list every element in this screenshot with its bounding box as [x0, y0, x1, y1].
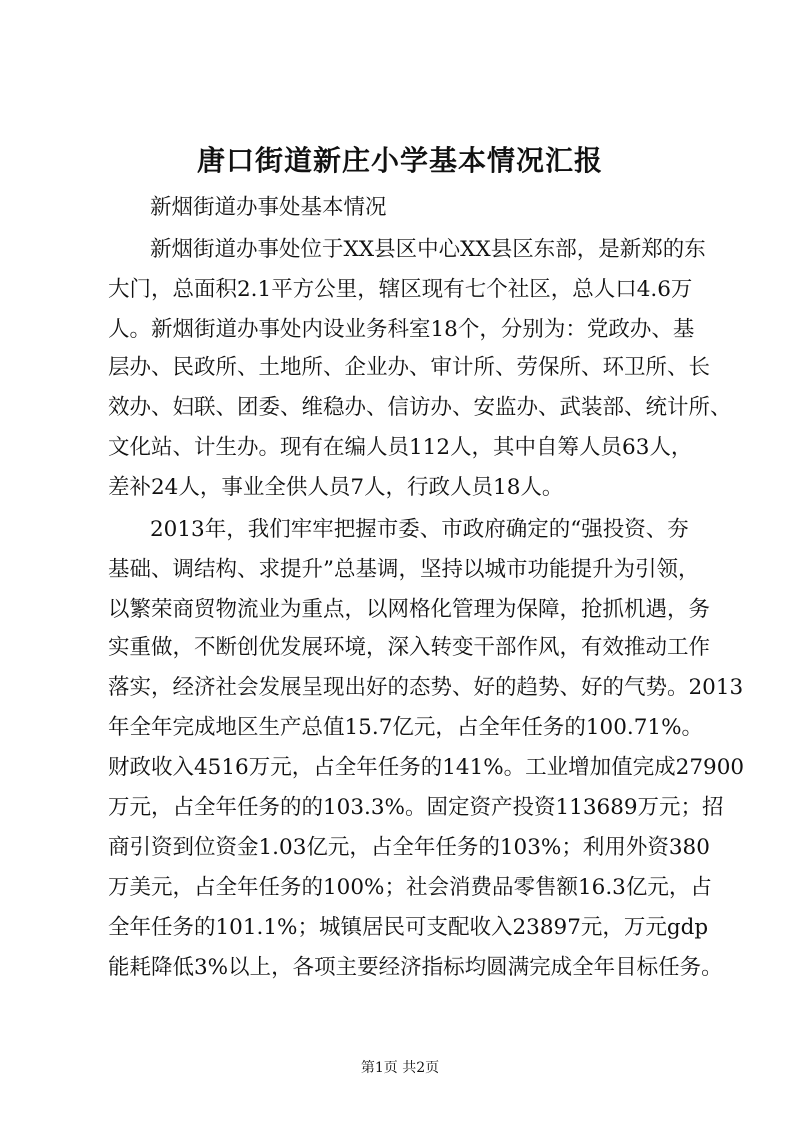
paragraph-line: 落实，经济社会发展呈现出好的态势、好的趋势、好的气势。2013 — [108, 675, 744, 700]
paragraph-line: 文化站、计生办。现有在编人员112人，其中自筹人员63人， — [108, 435, 693, 460]
document-title: 唐口街道新庄小学基本情况汇报 — [196, 144, 603, 177]
paragraph-line: 基础、调结构、求提升”总基调，坚持以城市功能提升为引领， — [108, 557, 700, 582]
paragraph-line: 年全年完成地区生产总值15.7亿元，占全年任务的100.71%。 — [108, 715, 704, 740]
paragraph-line: 人。新烟街道办事处内设业务科室18个，分别为：党政办、基 — [108, 317, 695, 342]
paragraph-line: 商引资到位资金1.03亿元，占全年任务的103%；利用外资380 — [108, 835, 710, 860]
paragraph-line: 大门，总面积2.1平方公里，辖区现有七个社区，总人口4.6万 — [108, 277, 693, 302]
paragraph-line: 全年任务的101.1%；城镇居民可支配收入23897元，万元gdp — [108, 915, 709, 940]
page-footer: 第1页 共2页 — [360, 1060, 440, 1076]
section-heading: 新烟街道办事处基本情况 — [150, 195, 387, 220]
paragraph-line: 财政收入4516万元，占全年任务的141%。工业增加值完成27900 — [108, 755, 745, 780]
paragraph-line: 2013年，我们牢牢把握市委、市政府确定的“强投资、夯 — [150, 517, 689, 542]
paragraph-line: 实重做，不断创优发展环境，深入转变干部作风，有效推动工作 — [108, 635, 711, 660]
paragraph-line: 万元，占全年任务的的103.3%。固定资产投资113689万元；招 — [108, 795, 724, 820]
paragraph-line: 能耗降低3%以上，各项主要经济指标均圆满完成全年目标任务。 — [108, 955, 723, 980]
paragraph-line: 新烟街道办事处位于XX县区中心XX县区东部，是新郑的东 — [150, 237, 706, 262]
paragraph-line: 差补24人，事业全供人员7人，行政人员18人。 — [108, 475, 564, 500]
paragraph-line: 层办、民政所、土地所、企业办、审计所、劳保所、环卫所、长 — [108, 355, 711, 380]
paragraph-line: 效办、妇联、团委、维稳办、信访办、安监办、武装部、统计所、 — [108, 395, 732, 420]
paragraph-line: 以繁荣商贸物流业为重点，以网格化管理为保障，抢抓机遇，务 — [108, 597, 711, 622]
paragraph-line: 万美元，占全年任务的100%；社会消费品零售额16.3亿元，占 — [108, 875, 712, 900]
